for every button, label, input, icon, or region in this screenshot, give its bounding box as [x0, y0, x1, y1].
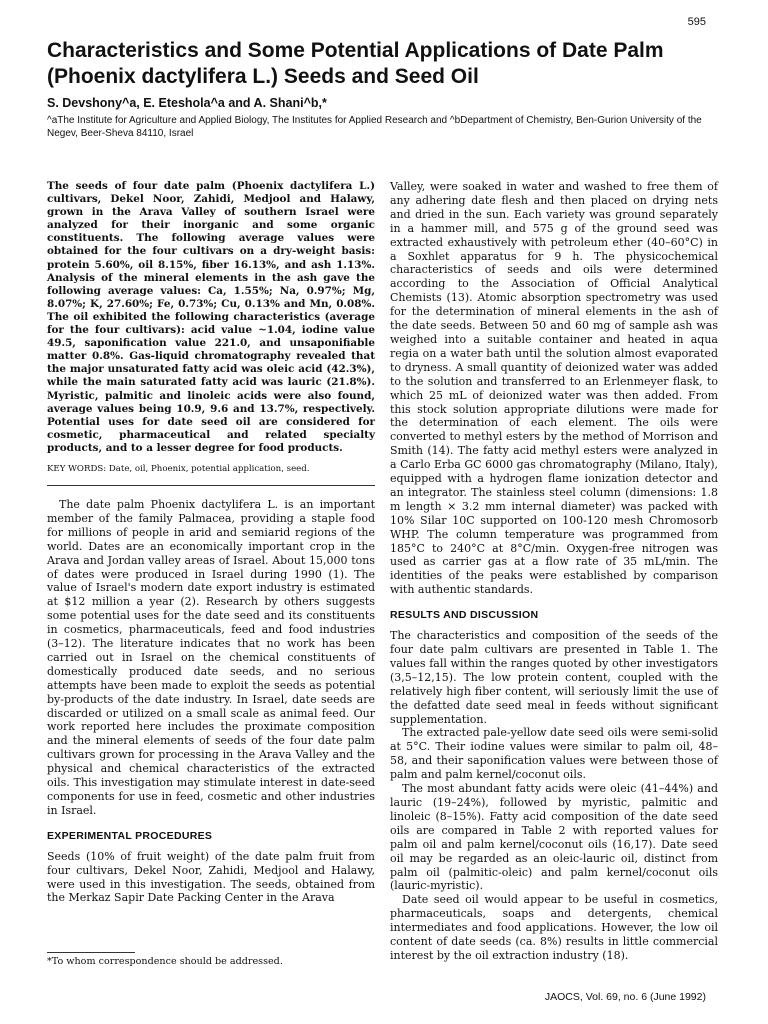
- results-paragraph-2: The extracted pale-yellow date seed oils were semi-solid at 5°C. Their iodine values were similar to palm oil, 48–58, and their saponification values were between those of palm and palm kernel/coconut oils.: [390, 726, 718, 782]
- page-number: 595: [687, 16, 706, 28]
- journal-reference: JAOCS, Vol. 69, no. 6 (June 1992): [544, 991, 706, 1003]
- affiliation: ^aThe Institute for Agriculture and Applied Biology, The Institutes for Applied Research and ^bDepartment of Chemistry, Ben-Gurion University of the Negev, Beer-Sheva 84110, Israel: [47, 115, 702, 139]
- experimental-paragraph-continued: Valley, were soaked in water and washed to free them of any adhering date flesh and then placed on drying nets and dried in the sun. Each variety was ground separately in a hammer mill, and 575 g of the ground seed was extracted exhaustively with petroleum ether (40–60°C) in a Soxhlet apparatus for 9 h. The physicochemical characteristics of seeds and oils were determined according to the Association of Official Analytical Chemists (13). Atomic absorption spectrometry was used for the determination of mineral elements in the ash of the date seeds. Between 50 and 60 mg of sample ash was weighed into a suitable container and heated in aqua regia on a water bath until the solution almost evaporated to dryness. A small quantity of deionized water was added to the solution and transferred to an Erlenmeyer flask, to which 25 mL of deionized water was then added. From this stock solution appropriate dilutions were made for the determination of each element. The oils were converted to methyl esters by the method of Morrison and Smith (14). The fatty acid methyl esters were analyzed in a Carlo Erba GC 6000 gas chromatography (Milano, Italy), equipped with a hydrogen flame ionization detector and an integrator. The stainless steel column (dimensions: 1.8 m length × 3.2 mm internal diameter) was packed with 10% Silar 10C supported on 100-120 mesh Chromosorb WHP. The column temperature was programmed from 185°C to 240°C at 8°C/min. Oxygen-free nitrogen was used as carrier gas at a flow rate of 35 mL/min. The identities of the peaks were established by comparison with authentic standards.: [390, 180, 718, 597]
- abstract-divider: [47, 485, 375, 486]
- right-column: [390, 180, 718, 963]
- results-heading: RESULTS AND DISCUSSION: [390, 609, 539, 622]
- abstract: The seeds of four date palm (Phoenix dactylifera L.) cultivars, Dekel Noor, Zahidi, Medjool and Halawy, grown in the Arava Valley of southern Israel were analyzed for their inorganic and some organic constituents. The following average values were obtained for the four cultivars on a dry-weight basis: protein 5.60%, oil 8.15%, fiber 16.13%, and ash 1.13%. Analysis of the mineral elements in the ash gave the following average values: Ca, 1.55%; Na, 0.97%; Mg, 8.07%; K, 27.60%; Fe, 0.73%; Cu, 0.13% and Mn, 0.08%. The oil exhibited the following characteristics (average for the four cultivars): acid value ~1.04, iodine value 49.5, saponification value 221.0, and unsaponifiable matter 0.8%. Gas-liquid chromatography revealed that the major unsaturated fatty acid was oleic acid (42.3%), while the main saturated fatty acid was lauric (21.8%). Myristic, palmitic and linoleic acids were also found, average values being 10.9, 9.6 and 13.7%, respectively. Potential uses for date seed oil are considered for cosmetic, pharmaceutical and related specialty products, and to a lesser degree for food products.: [47, 180, 375, 454]
- experimental-paragraph: Seeds (10% of fruit weight) of the date palm fruit from four cultivars, Dekel Noor, Zahidi, Medjool and Halawy, were used in this investigation. The seeds, obtained from the Merkaz Sapir Date Packing Center in the Arava: [47, 849, 375, 905]
- keywords: KEY WORDS: Date, oil, Phoenix, potential application, seed.: [47, 463, 310, 474]
- authors: S. Devshony^a, E. Eteshola^a and A. Shani^b,*: [47, 96, 327, 110]
- results-paragraph-1: The characteristics and composition of the seeds of the four date palm cultivars are presented in Table 1. The values fall within the ranges quoted by other investigators (3,5–12,15). The low protein content, coupled with the relatively high fiber content, will seriously limit the use of the defatted date seed meal in feeds without significant supplementation.: [390, 629, 718, 726]
- intro-paragraph: The date palm Phoenix dactylifera L. is an important member of the family Palmacea, providing a staple food for millions of people in arid and semiarid regions of the world. Dates are an economically important crop in the Arava and Jordan valley areas of Israel. About 15,000 tons of dates were produced in Israel during 1990 (1). The value of Israel's modern date export industry is estimated at $12 million a year (2). Research by others suggests some potential uses for the date seed and its constituents in cosmetics, pharmaceuticals, feed and food industries (3–12). The literature indicates that no work has been carried out in Israel on the chemical constituents of domestically produced date seeds, and no serious attempts have been made to exploit the seeds as potential by-products of the date industry. In Israel, date seeds are discarded or utilized on a small scale as animal feed. Our work reported here includes the proximate composition and the mineral elements of seeds of the four date palm cultivars grown for processing in the Arava Valley and the physical and chemical characteristics of the extracted oils. This investigation may stimulate interest in date-seed components for use in feed, cosmetic and other industries in Israel.: [47, 497, 375, 817]
- results-paragraph-4: Date seed oil would appear to be useful in cosmetics, pharmaceuticals, soaps and detergents, chemical intermediates and food applications. However, the low oil content of date seeds (ca. 8%) results in little commercial interest by the oil extraction industry (18).: [390, 893, 718, 962]
- footnote-divider: [47, 952, 135, 953]
- footnote: *To whom correspondence should be addressed.: [47, 956, 283, 967]
- left-column: [47, 180, 375, 905]
- results-paragraph-3: The most abundant fatty acids were oleic (41–44%) and lauric (19–24%), followed by myristic, palmitic and linoleic (8–15%). Fatty acid composition of the date seed oils are compared in Table 2 with reported values for palm oil and palm kernel/coconut oils (16,17). Date seed oil may be regarded as an oleic-lauric oil, distinct from palm oil (palmitic-oleic) and palm kernel/coconut oils (lauric-myristic).: [390, 782, 718, 893]
- experimental-heading: EXPERIMENTAL PROCEDURES: [47, 829, 213, 842]
- article-title: Characteristics and Some Potential Applications of Date Palm (Phoenix dactylifera L.) Seeds and Seed Oil: [47, 39, 664, 88]
